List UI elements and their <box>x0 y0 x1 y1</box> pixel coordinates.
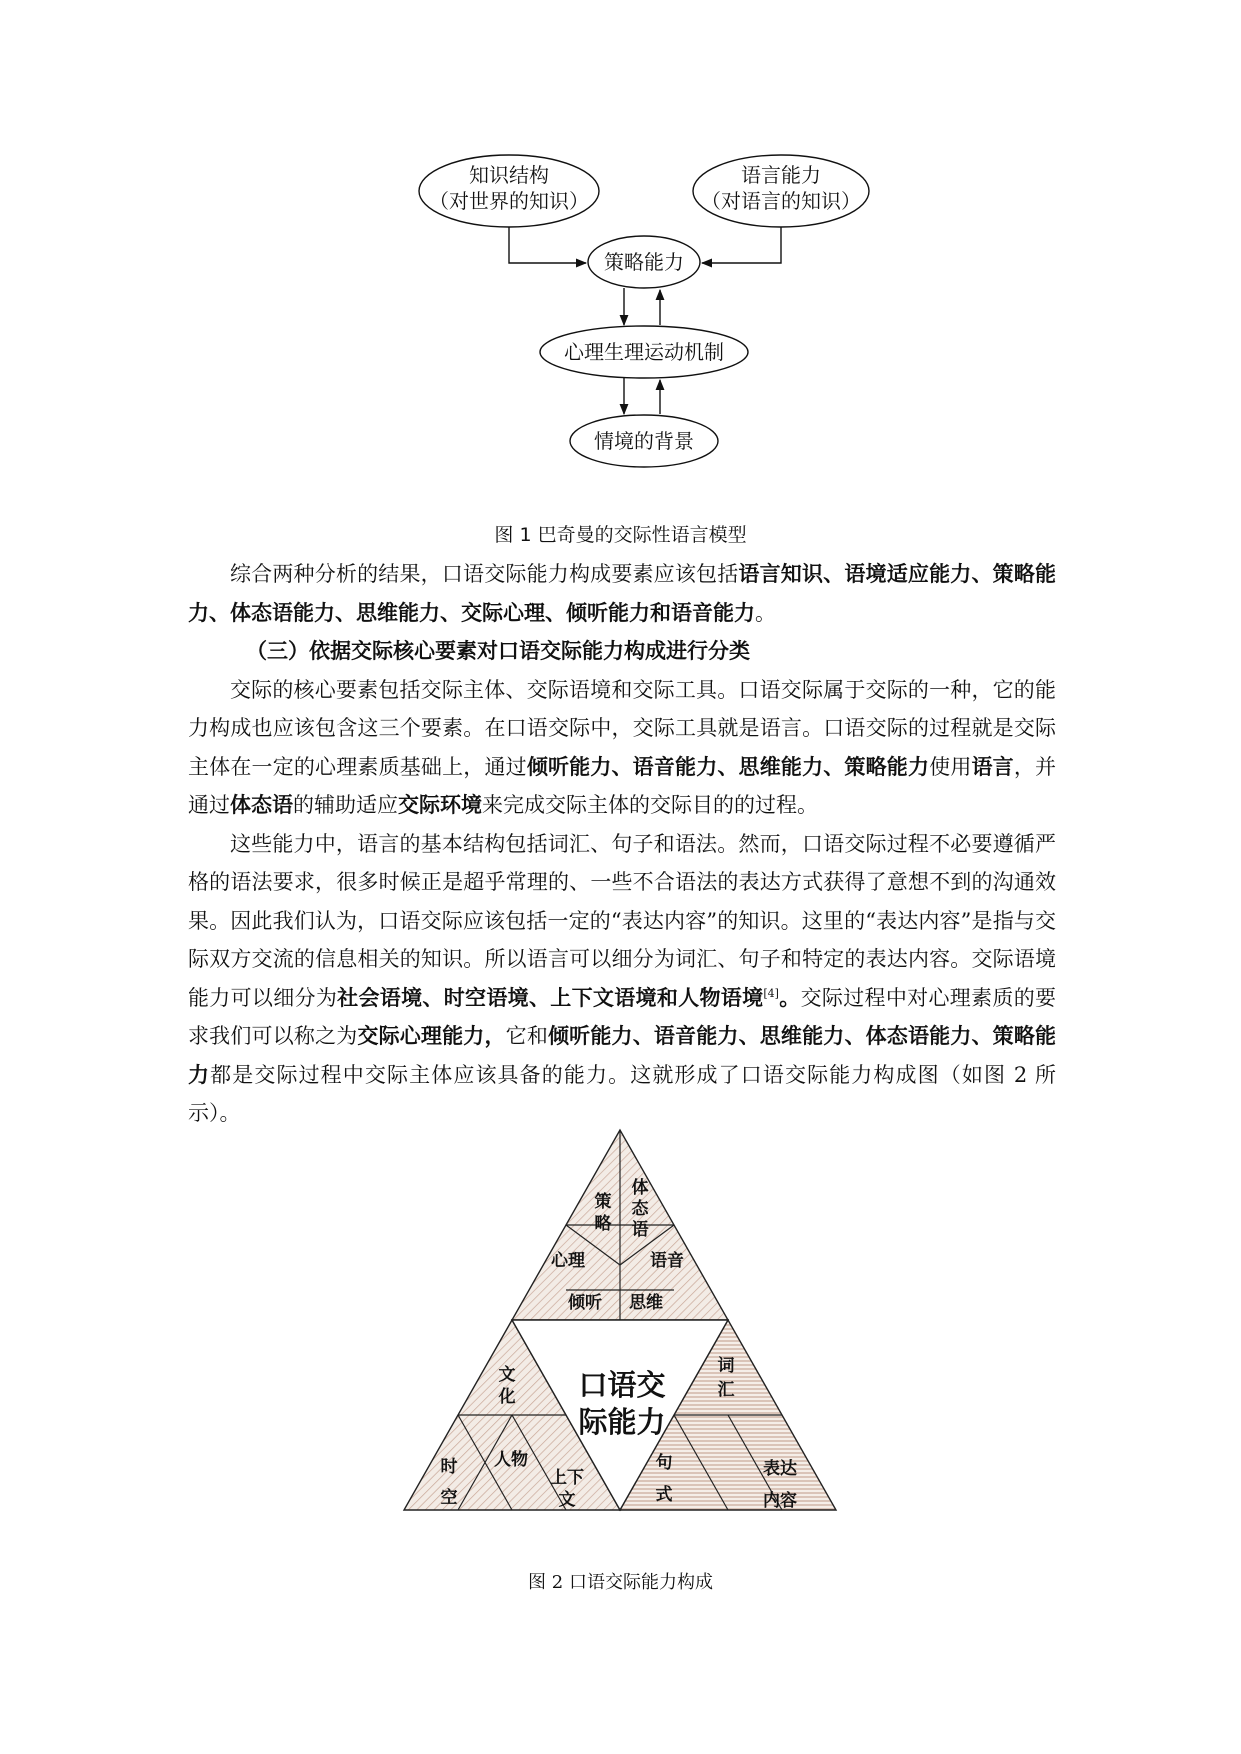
label-ti-2: 态 <box>631 1199 649 1219</box>
node-context-label: 情境的背景 <box>594 429 694 453</box>
label-cihui-1: 词 <box>717 1356 735 1376</box>
p2-f: 体态语 <box>230 793 293 817</box>
label-ce-1: 策 <box>594 1192 612 1212</box>
p2-c: 使用 <box>929 754 972 779</box>
figure-2-caption: 图 2 口语交际能力构成 <box>528 1572 713 1593</box>
label-ti-1: 体 <box>631 1178 649 1198</box>
paragraph-1 <box>188 555 1056 632</box>
node-language-line1: 语言能力 <box>741 163 821 187</box>
p2-h: 交际环境 <box>398 793 482 817</box>
p3-d: 交际过程中对心理素质的要求我们可以称之为 <box>188 985 1057 1048</box>
center-label-line1: 口语交 <box>578 1368 666 1402</box>
p2-e: ，并通过 <box>188 754 1057 817</box>
label-biaoda: 表达 <box>763 1459 797 1479</box>
label-kong: 空 <box>440 1488 458 1508</box>
p2-b: 倾听能力、语音能力、思维能力、策略能力 <box>526 754 930 779</box>
label-wenhua-1: 文 <box>498 1365 516 1385</box>
p3-g: 倾听能力、语音能力、思维能力、体态语能力、策略能力 <box>188 1024 1057 1087</box>
label-cihui-2: 汇 <box>717 1380 735 1400</box>
label-neirong: 内容 <box>763 1491 797 1511</box>
label-wenhua-2: 化 <box>498 1387 516 1407</box>
node-language-line2: （对语言的知识） <box>701 189 861 213</box>
label-yuyin: 语音 <box>650 1251 684 1271</box>
label-qingting: 倾听 <box>568 1293 602 1313</box>
label-shi: 时 <box>440 1457 458 1477</box>
figure-1-caption: 图 1 巴奇曼的交际性语言模型 <box>494 524 747 546</box>
p2-a: 交际的核心要素包括交际主体、交际语境和交际工具。口语交际属于交际的一种，它的能力构成也应该包含这三个要素。在口语交际中，交际工具就是语言。口语交际的过程就是交际主体在一定的心理素质基础上，通过 <box>188 677 1056 779</box>
paragraph-3 <box>188 825 1056 1133</box>
arrow-language-to-strategy <box>702 227 781 263</box>
p3-e: 交际心理能力， <box>357 1024 506 1048</box>
p1-bold: 语言知识、语境适应能力、策略能力、体态语能力、思维能力、交际心理、倾听能力和语音能力 <box>188 562 1056 625</box>
node-knowledge-line2: （对世界的知识） <box>429 189 589 213</box>
label-wen: 文 <box>558 1490 576 1510</box>
p2-i: 来完成交际主体的交际目的的过程。 <box>482 793 818 817</box>
p1-end: 。 <box>755 600 776 625</box>
p3-f: 它和 <box>505 1024 548 1048</box>
label-shangxia: 上下 <box>550 1468 584 1488</box>
figure-1-diagram <box>0 0 1241 520</box>
citation-ref[interactable]: [4] <box>763 986 779 1000</box>
label-ce-2: 略 <box>594 1214 612 1234</box>
label-ju: 句 <box>655 1453 673 1473</box>
section-heading: （三）依据交际核心要素对口语交际能力构成进行分类 <box>246 639 750 663</box>
figure-2-diagram <box>380 1125 860 1545</box>
label-shi2: 式 <box>655 1485 673 1505</box>
arrow-knowledge-to-strategy <box>509 227 586 263</box>
p3-h: 都是交际过程中交际主体应该具备的能力。这就形成了口语交际能力构成图（如图 2 所示）。 <box>188 1062 1057 1125</box>
label-siwei: 思维 <box>629 1293 663 1313</box>
p3-c: 。 <box>778 985 801 1010</box>
paragraph-2 <box>188 671 1056 825</box>
p3-b: 社会语境、时空语境、上下文语境和人物语境 <box>337 985 764 1010</box>
node-strategy-label: 策略能力 <box>604 250 684 274</box>
label-renwu: 人物 <box>494 1450 528 1470</box>
p3-a: 这些能力中，语言的基本结构包括词汇、句子和语法。然而，口语交际过程不必要遵循严格的语法要求，很多时候正是超乎常理的、一些不合语法的表达方式获得了意想不到的沟通效果。因此我们认为，口语交际应该包括一定的“表达内容”的知识。这里的“表达内容”是指与交际双方交流的信息相关的知识。所以语言可以细分为词汇、句子和特定的表达内容。交际语境能力可以细分为 <box>188 831 1056 1010</box>
node-knowledge-line1: 知识结构 <box>469 163 549 187</box>
body-text <box>188 555 1056 1133</box>
label-ti-3: 语 <box>631 1220 649 1240</box>
p2-d: 语言 <box>971 754 1014 779</box>
node-psycho-label: 心理生理运动机制 <box>564 340 724 364</box>
label-xinli: 心理 <box>551 1251 585 1271</box>
p2-g: 的辅助适应 <box>293 793 398 817</box>
center-label-line2: 际能力 <box>578 1405 666 1439</box>
p1-lead: 综合两种分析的结果，口语交际能力构成要素应该包括 <box>230 562 739 586</box>
